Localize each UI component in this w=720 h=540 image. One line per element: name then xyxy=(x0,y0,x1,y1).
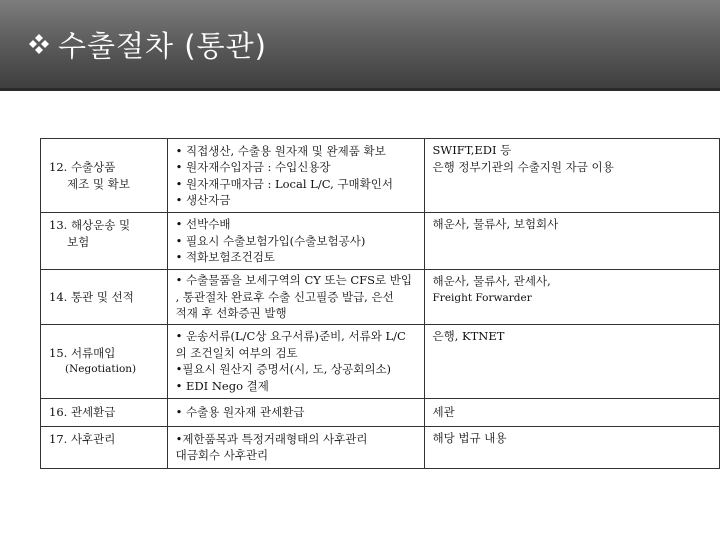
diamond-cluster-bullet-icon xyxy=(28,33,50,55)
list-item: • 수출용 원자재 관세환급 xyxy=(175,404,305,419)
list-item: • 직접생산, 수출용 원자재 및 완제품 확보 xyxy=(175,143,386,158)
org-text: 세관 xyxy=(432,405,455,420)
list-item: •필요시 원산지 증명서(시, 도, 상공회의소) xyxy=(175,362,392,376)
list-item: 대금회수 사후관리 xyxy=(175,448,269,462)
step-label: 15. 서류매입 xyxy=(49,345,116,360)
list-item: • 적화보험조건검토 xyxy=(175,250,275,265)
list-item: • 필요시 수출보험가입(수출보험공사) xyxy=(175,233,366,248)
table-row xyxy=(41,398,720,426)
step-label: 12. 수출상품 xyxy=(49,160,116,174)
list-item: •제한품목과 특정거래형태의 사후관리 xyxy=(175,431,368,446)
step-label-cont: 보험 xyxy=(67,234,90,249)
step-label-cont: (Negotiation) xyxy=(65,363,137,375)
table-row xyxy=(41,426,720,468)
table-row xyxy=(41,270,720,325)
step-label-cont: 제조 및 확보 xyxy=(67,176,130,191)
list-item: • 생산자금 xyxy=(175,193,231,207)
page-title: 수출절차 (통관) xyxy=(58,29,267,63)
org-cell xyxy=(424,270,719,325)
org-cell xyxy=(424,139,719,213)
step-cell xyxy=(41,270,168,325)
org-text: Freight Forwarder xyxy=(432,291,532,304)
list-item: , 통관절차 완료후 수출 신고필증 발급, 은선 xyxy=(175,289,394,304)
list-item: • 선박수배 xyxy=(175,217,231,232)
step-cell xyxy=(41,213,168,270)
list-item: 적재 후 선화증권 발행 xyxy=(175,306,287,320)
export-procedure-table-wrap xyxy=(40,138,720,469)
content-cell xyxy=(167,324,424,398)
content-cell xyxy=(167,213,424,270)
org-cell xyxy=(424,213,719,270)
org-text: 은행 정부기관의 수출지원 자금 이용 xyxy=(432,159,614,174)
org-text: 해운사, 물류사, 관세사, xyxy=(432,274,551,288)
content-cell xyxy=(167,139,424,213)
step-cell xyxy=(41,426,168,468)
table-row xyxy=(41,139,720,213)
list-item: • 원자재구매자금 : Local L/C, 구매확인서 xyxy=(175,176,393,191)
list-item: • EDI Nego 결제 xyxy=(175,378,269,393)
export-procedure-table xyxy=(40,138,720,469)
org-text: 은행, KTNET xyxy=(432,328,505,343)
table-row xyxy=(41,213,720,270)
list-item: • 운송서류(L/C상 요구서류)준비, 서류와 L/C xyxy=(175,329,406,343)
org-cell xyxy=(424,398,719,426)
list-item: • 수출물품을 보세구역의 CY 또는 CFS로 반입 xyxy=(175,273,413,287)
step-label: 16. 관세환급 xyxy=(49,404,116,419)
list-item: 의 조건일치 여부의 검토 xyxy=(175,345,298,360)
step-cell xyxy=(41,139,168,213)
org-cell xyxy=(424,324,719,398)
list-item: • 원자재수입자금 : 수입신용장 xyxy=(175,160,331,174)
org-text: 해당 법규 내용 xyxy=(432,430,507,445)
step-label: 14. 통관 및 선적 xyxy=(49,289,134,304)
step-cell xyxy=(41,324,168,398)
org-cell xyxy=(424,426,719,468)
step-cell xyxy=(41,398,168,426)
step-label: 17. 사후관리 xyxy=(49,431,116,446)
org-text: SWIFT,EDI 등 xyxy=(432,143,512,157)
table-row xyxy=(41,324,720,398)
org-text: 해운사, 물류사, 보험회사 xyxy=(432,217,559,231)
content-cell xyxy=(167,270,424,325)
content-cell xyxy=(167,426,424,468)
content-cell xyxy=(167,398,424,426)
step-label: 13. 해상운송 및 xyxy=(49,218,131,232)
title-bar xyxy=(0,0,720,91)
